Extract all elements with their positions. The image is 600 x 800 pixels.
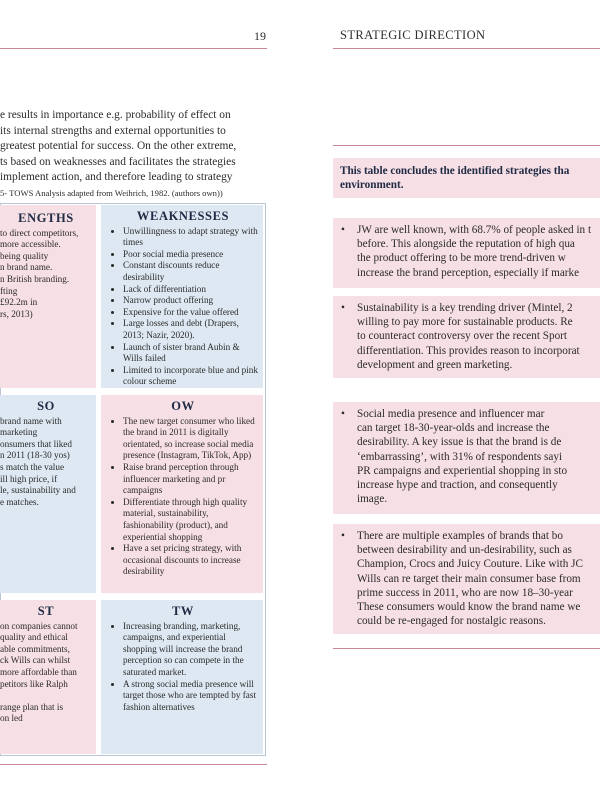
strategy-line: can target 18-30-year-olds and increase the (357, 422, 550, 435)
intro-paragraph (0, 108, 268, 186)
strategy-line: Social media presence and influencer mar (357, 408, 545, 420)
strategy-line: before. This alongside the reputation of high qua (357, 238, 575, 251)
weakness-item: • Expensive for the value offered (123, 307, 259, 319)
strengths-heading: ENGTHS (18, 211, 74, 225)
weaknesses-heading: WEAKNESSES (136, 209, 230, 223)
strategy-line: willing to pay more for sustainable products. Re (357, 316, 573, 329)
ow-list (107, 416, 259, 578)
strategy-line: Sustainability is a key trending driver (Mintel, 2 (357, 302, 573, 314)
weakness-item: • Unwillingness to adapt strategy with times (123, 226, 259, 249)
strategy-line: could be re-engaged for nostalgic reasons. (357, 615, 546, 628)
strategy-line: prime success in 2011, who are now 18–30-year (357, 586, 573, 599)
intro-line: its internal strengths and external opportunities to (0, 124, 226, 137)
strategy-line: the product offering to be more trend-driven w (357, 252, 566, 265)
tw-heading: TW (171, 604, 195, 618)
st-line: more affordable than (0, 666, 77, 677)
strategy-line: ‘embarrassing’, with 31% of respondents sayi (357, 450, 563, 463)
st-line: able commitments, (0, 643, 70, 654)
bullet-icon: • (341, 302, 345, 314)
weakness-item: • Launch of sister brand Aubin & Wills failed (123, 342, 259, 365)
intro-line: implement action, and therefore leading to strategy (0, 171, 233, 184)
strategy-box-1 (333, 218, 600, 288)
conclusion-intro-line: environment. (340, 179, 404, 191)
st-cell (0, 600, 96, 754)
strategy-line: image. (357, 493, 388, 506)
st-list (0, 621, 92, 725)
weakness-item: • Poor social media presence (123, 249, 259, 261)
intro-line: greatest potential for success. On the other extreme, (0, 140, 237, 153)
page-number: 19 (254, 29, 266, 43)
so-heading: SO (37, 399, 55, 413)
st-line (0, 690, 92, 702)
tw-list (107, 621, 259, 714)
strengths-line: £92.2m in (0, 297, 38, 308)
tw-item: • Increasing branding, marketing, campaigns, and experiential shopping will increase the brand perception so can compete in the saturated market. (123, 621, 259, 679)
section-rule-bottom (333, 648, 600, 649)
weakness-item: • Narrow product offering (123, 295, 259, 307)
strategy-line: between desirability and un-desirability, such as (357, 544, 572, 557)
strategy-line: There are multiple examples of brands that bo (357, 530, 563, 542)
so-line: n 2011 (18-30 yos) (0, 450, 70, 461)
weakness-item: • Constant discounts reduce desirability (123, 260, 259, 283)
strategy-line: increase hype and traction, and consequently (357, 479, 558, 492)
strategy-line: PR campaigns and experiential shopping in sto (357, 464, 568, 477)
strategy-line: Wills can re target their main consumer base from (357, 572, 581, 585)
tw-item: • A strong social media presence will target those who are tempted by fast fashion alternatives (123, 679, 259, 714)
so-line: e matches. (0, 496, 39, 507)
strengths-line: n British branding. (0, 273, 70, 284)
strengths-line: fting (0, 285, 18, 296)
conclusion-intro (333, 158, 600, 198)
strategy-line: differentiation. This provides reason to incorporat (357, 344, 580, 357)
st-line: range plan that is (0, 701, 64, 712)
header-rule-right (333, 48, 600, 49)
strategy-line: JW are well known, with 68.7% of people asked in t (357, 224, 592, 236)
strategy-line: to counteract controversy over the recent Sport (357, 330, 567, 343)
so-line: marketing (0, 427, 38, 438)
figure-caption: 5- TOWS Analysis adapted from Weihrich, 1982. (authors own)) (0, 188, 223, 198)
so-line: le, sustainability and (0, 485, 76, 496)
strengths-line: to direct competitors, (0, 227, 79, 238)
bullet-icon: • (341, 224, 345, 236)
section-rule-top (333, 145, 600, 146)
so-cell (0, 395, 96, 593)
st-line: petitors like Ralph (0, 678, 68, 689)
ow-item: • The new target consumer who liked the brand in 2011 is digitally orientated, so increase social media presence (Instagram, TikTok, App) (123, 416, 259, 462)
st-line: ck Wills can whilst (0, 655, 71, 666)
strengths-line: n brand name. (0, 262, 53, 273)
strategy-box-4 (333, 524, 600, 634)
so-line: ill high price, if (0, 473, 58, 484)
so-line: s match the value (0, 461, 65, 472)
intro-line: e results in importance e.g. probability of effect on (0, 109, 231, 121)
ow-item: • Raise brand perception through influencer marketing and pr campaigns (123, 462, 259, 497)
intro-line: ts based on weaknesses and facilitates the strategies (0, 155, 236, 168)
footer-rule-left (0, 764, 267, 765)
ow-cell (101, 395, 263, 593)
st-heading: ST (37, 604, 55, 618)
ow-heading: OW (171, 399, 195, 413)
strategy-line: These consumers would know the brand name we (357, 601, 581, 614)
strengths-line: being quality (0, 250, 49, 261)
ow-item: • Differentiate through high quality material, sustainability, fashionability (product), and experiential shopping (123, 497, 259, 543)
strategy-line: desirability. A key issue is that the brand is de (357, 436, 562, 449)
weakness-item: • Large losses and debt (Drapers, 2013; Nazir, 2020). (123, 318, 259, 341)
strategy-line: Champion, Crocs and Juicy Couture. Like with JC (357, 558, 583, 571)
bullet-icon: • (341, 530, 345, 542)
running-head: STRATEGIC DIRECTION (340, 28, 486, 42)
strengths-cell (0, 205, 96, 388)
tw-cell (101, 600, 263, 754)
strengths-line: more accessible. (0, 239, 61, 250)
ow-item: • Have a set pricing strategy, with occasional discounts to increase desirability (123, 543, 259, 578)
strategy-box-3 (333, 402, 600, 514)
so-line: brand name with (0, 415, 62, 426)
conclusion-intro-line: This table concludes the identified strategies tha (340, 165, 570, 177)
st-line: on companies cannot (0, 620, 78, 631)
st-line: on led (0, 713, 23, 724)
strategy-box-2 (333, 296, 600, 378)
weakness-item: • Lack of differentiation (123, 284, 259, 296)
so-line: onsumers that liked (0, 438, 72, 449)
strengths-line: rs, 2013) (0, 308, 33, 319)
strengths-list (0, 228, 92, 321)
strategy-line: development and green marketing. (357, 358, 513, 371)
so-list (0, 416, 92, 509)
header-rule-left (0, 48, 267, 49)
weaknesses-list (107, 226, 259, 388)
weakness-item: • Limited to incorporate blue and pink colour scheme (123, 365, 259, 388)
st-line: quality and ethical (0, 632, 68, 643)
strategy-line: increase the brand perception, especially if marke (357, 266, 580, 279)
bullet-icon: • (341, 408, 345, 420)
weaknesses-cell (101, 205, 263, 388)
